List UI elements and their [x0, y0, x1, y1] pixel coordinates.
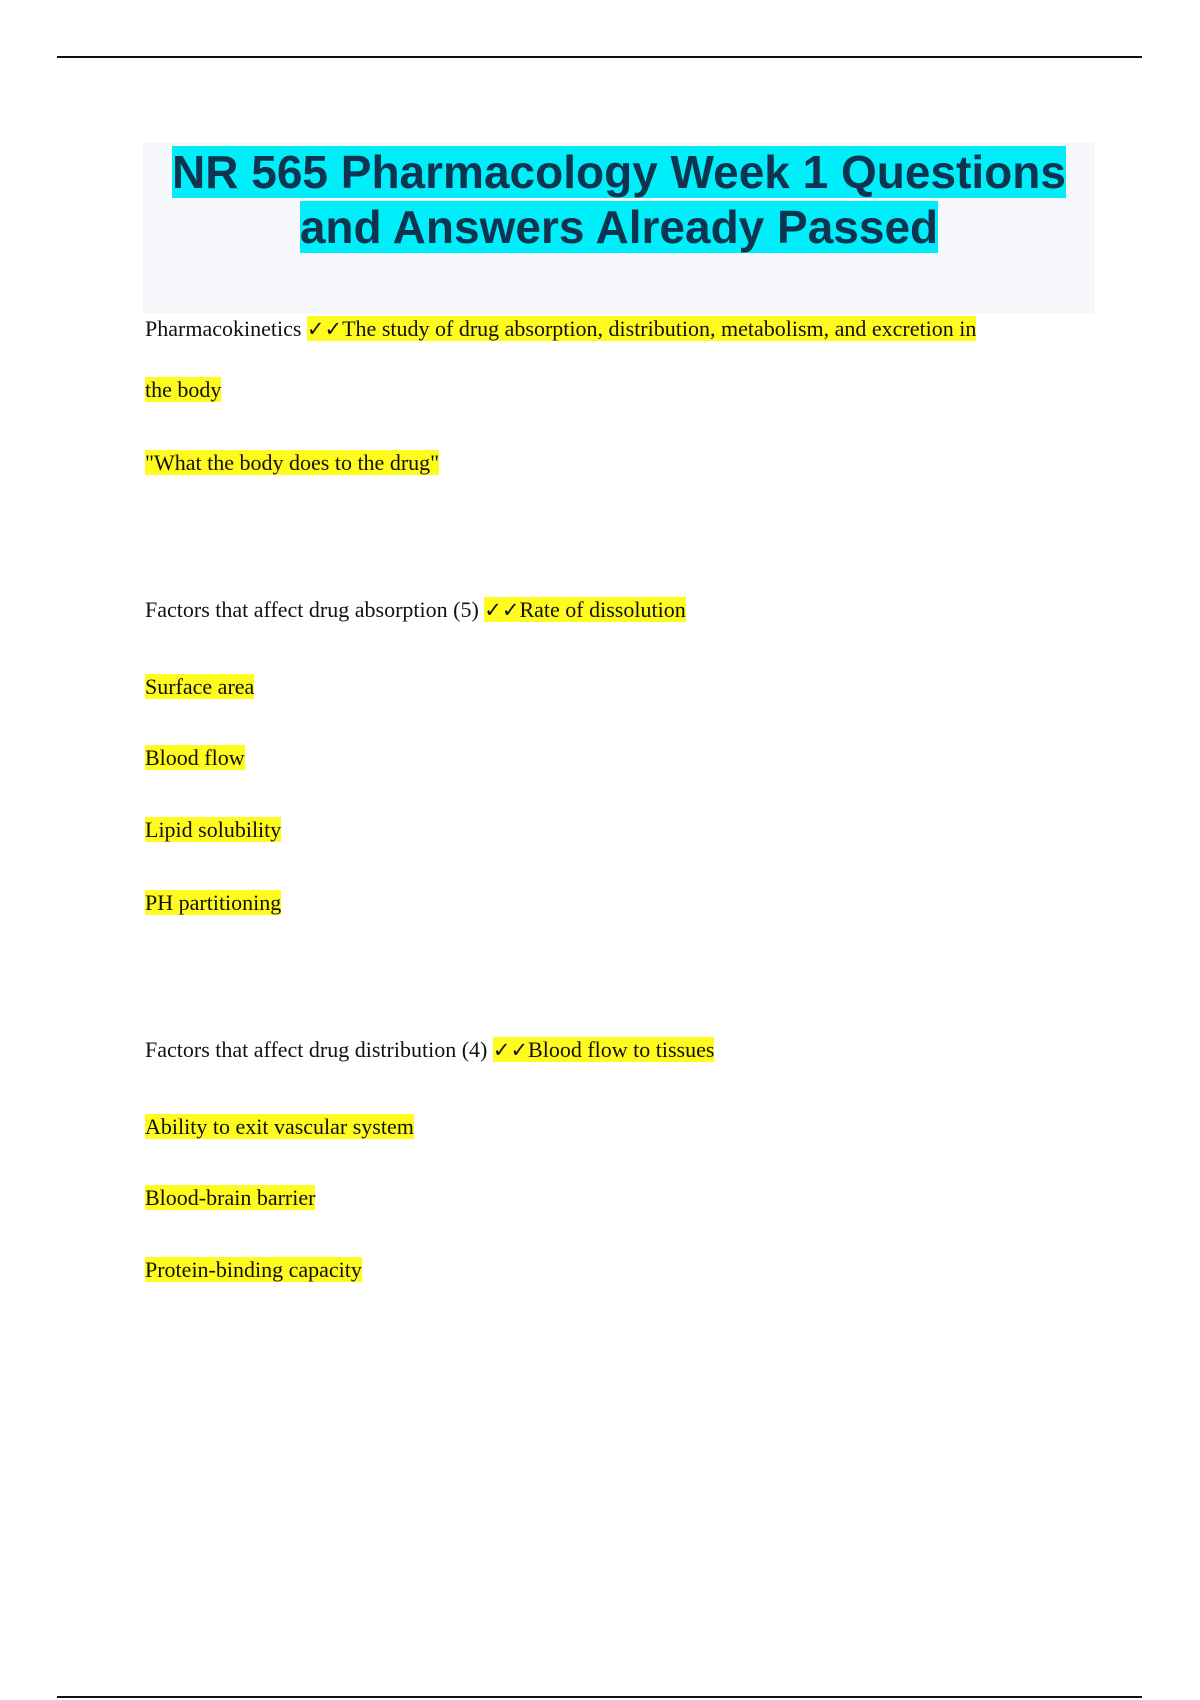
answer-text: Blood-brain barrier [145, 1185, 316, 1210]
header-rule [57, 56, 1142, 58]
qa-2-answer-line-1 [145, 672, 254, 701]
qa-1-answer-line-1 [145, 375, 221, 404]
answer-text: Lipid solubility [145, 817, 282, 842]
footer-rule [57, 1696, 1142, 1698]
qa-2-question-line [145, 595, 686, 625]
qa-3-answer: Blood flow to tissues [528, 1037, 715, 1062]
answer-text: "What the body does to the drug" [145, 450, 440, 475]
qa-1-question-line [145, 314, 976, 344]
answer-text: the body [145, 377, 222, 402]
qa-3-answer-highlight [493, 1037, 715, 1062]
answer-text: Protein-binding capacity [145, 1257, 362, 1282]
qa-3-answer-line-3 [145, 1255, 362, 1284]
qa-1-answer-line-2 [145, 448, 439, 477]
double-check-icon: ✓✓ [492, 1038, 529, 1062]
qa-3-answer-line-2 [145, 1183, 315, 1212]
answer-text: Blood flow [145, 745, 245, 770]
qa-2-answer-highlight [484, 597, 685, 622]
answer-text: Ability to exit vascular system [145, 1114, 414, 1139]
double-check-icon: ✓✓ [484, 598, 520, 622]
answer-text: PH partitioning [145, 890, 282, 915]
qa-2-answer-line-2 [145, 743, 245, 772]
qa-2-question: Factors that affect drug absorption (5) [145, 597, 485, 622]
qa-1-answer: The study of drug absorption, distribution, metabolism, and excretion in [342, 316, 977, 341]
answer-text: Surface area [145, 674, 255, 699]
title-line-2: and Answers Already Passed [299, 201, 939, 253]
double-check-icon: ✓✓ [306, 317, 343, 341]
qa-3-answer-line-1 [145, 1112, 414, 1141]
qa-3-question-line [145, 1035, 714, 1065]
qa-1-answer-highlight [307, 316, 976, 341]
title-block [143, 143, 1095, 313]
qa-2-answer: Rate of dissolution [519, 597, 686, 622]
qa-2-answer-line-3 [145, 815, 281, 844]
qa-1-question: Pharmacokinetics [145, 316, 307, 341]
title-line-1: NR 565 Pharmacology Week 1 Questions [172, 146, 1066, 198]
document-title [143, 143, 1095, 255]
qa-2-answer-line-4 [145, 888, 281, 917]
qa-3-question: Factors that affect drug distribution (4) [145, 1037, 493, 1062]
